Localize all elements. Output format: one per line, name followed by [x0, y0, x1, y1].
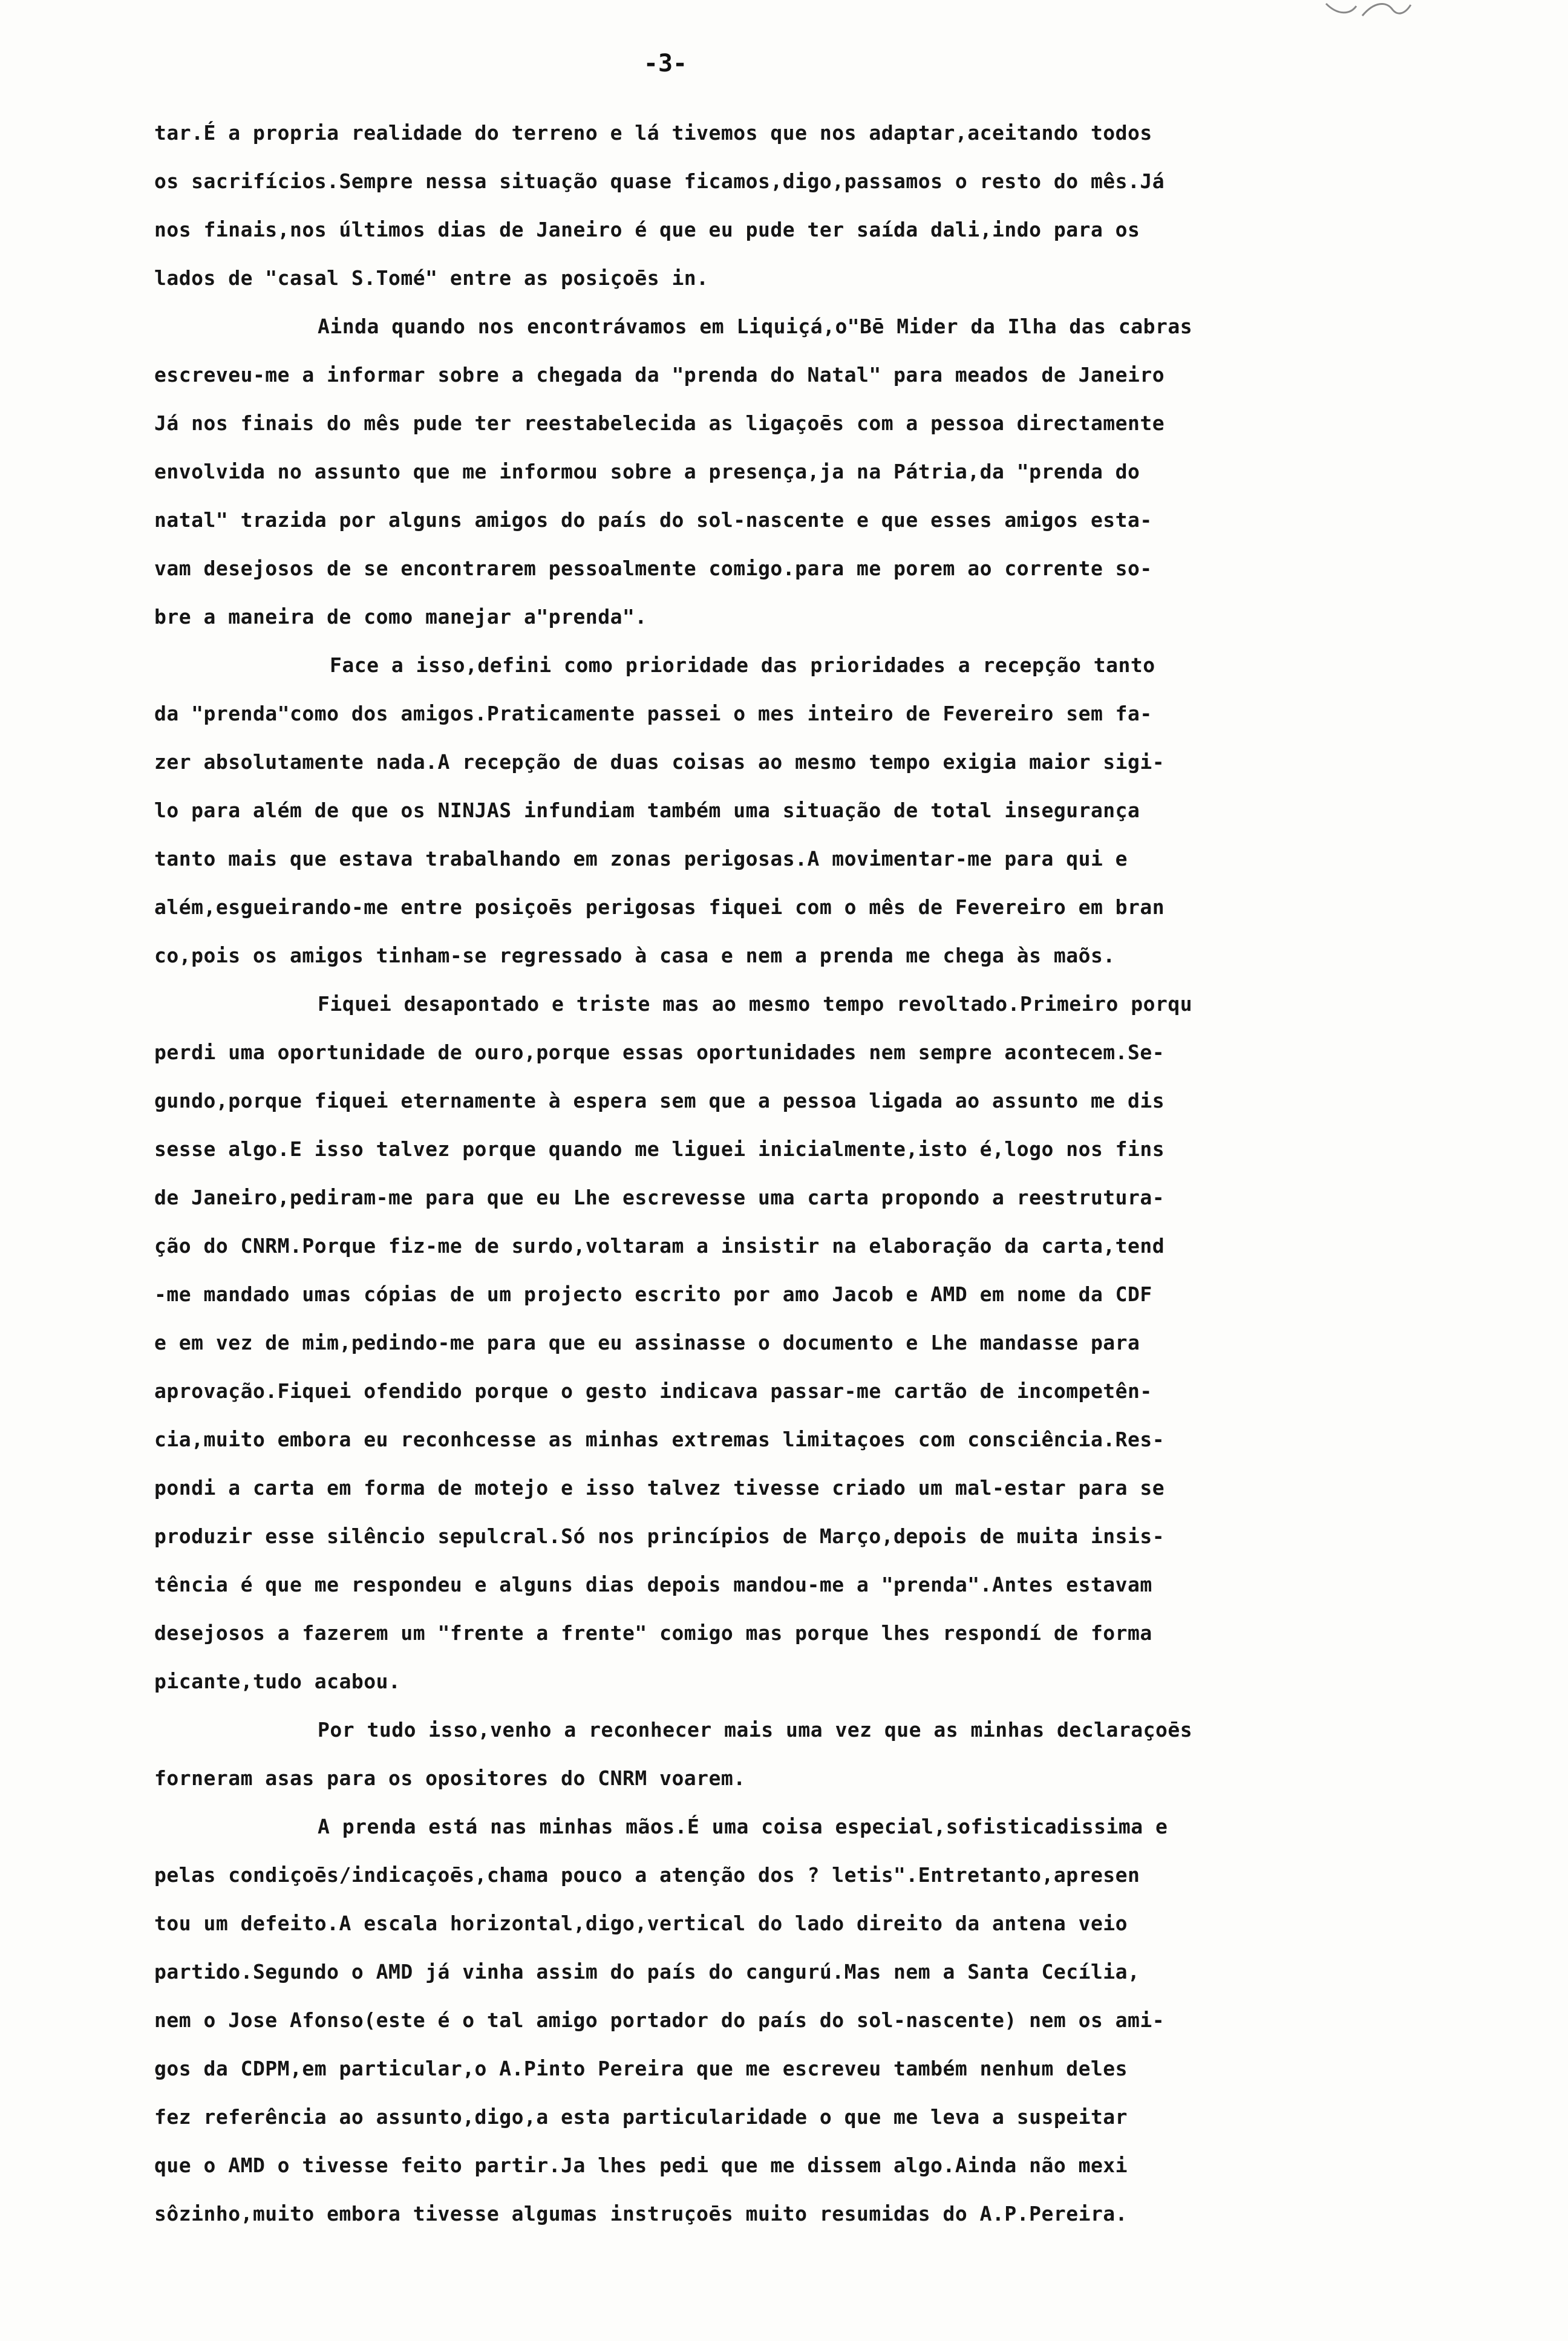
text-line: que o AMD o tivesse feito partir.Ja lhes pedi que me dissem algo.Ainda não mexi: [154, 2153, 1128, 2177]
text-line: tar.É a propria realidade do terreno e lá tivemos que nos adaptar,aceitando todos: [154, 121, 1152, 145]
text-line: envolvida no assunto que me informou sobre a presença,ja na Pátria,da "prenda do: [154, 460, 1140, 483]
text-line: zer absolutamente nada.A recepção de duas coisas ao mesmo tempo exigia maior sigi-: [154, 750, 1165, 774]
text-line: [154, 2238, 1455, 2287]
text-line: vam desejosos de se encontrarem pessoalmente comigo.para me porem ao corrente so-: [154, 557, 1152, 580]
text-line: gos da CDPM,em particular,o A.Pinto Pereira que me escreveu também nenhum deles: [154, 2057, 1128, 2080]
text-line: tanto mais que estava trabalhando em zonas perigosas.A movimentar-me para qui e: [154, 847, 1128, 870]
text-line: forneram asas para os opositores do CNRM voarem.: [154, 1766, 746, 1790]
body-text: [154, 109, 1455, 2287]
text-line: desejosos a fazerem um "frente a frente" comigo mas porque lhes respondí de forma: [154, 1621, 1152, 1645]
text-line: fez referência ao assunto,digo,a esta particularidade o que me leva a suspeitar: [154, 2105, 1128, 2129]
text-line: da "prenda"como dos amigos.Praticamente passei o mes inteiro de Fevereiro sem fa-: [154, 702, 1152, 725]
text-line: aprovação.Fiquei ofendido porque o gesto indicava passar-me cartão de incompetên-: [154, 1379, 1152, 1403]
text-line: tência é que me respondeu e alguns dias depois mandou-me a "prenda".Antes estavam: [154, 1573, 1152, 1596]
paragraph-first-line: Ainda quando nos encontrávamos em Liquiçá,o"Bē Mider da Ilha das cabras: [318, 315, 1193, 338]
text-line: lados de "casal S.Tomé" entre as posiçoēs in.: [154, 266, 709, 290]
text-line: cia,muito embora eu reconhcesse as minhas extremas limitaçoes com consciência.Res-: [154, 1428, 1165, 1451]
text-line: lo para além de que os NINJAS infundiam também uma situação de total insegurança: [154, 798, 1140, 822]
paragraph-first-line: Fiquei desapontado e triste mas ao mesmo tempo revoltado.Primeiro porqu: [318, 992, 1193, 1016]
text-line: sôzinho,muito embora tivesse algumas instruçoēs muito resumidas do A.P.Pereira.: [154, 2202, 1128, 2225]
text-line: ção do CNRM.Porque fiz-me de surdo,voltaram a insistir na elaboração da carta,tend: [154, 1234, 1165, 1258]
text-line: picante,tudo acabou.: [154, 1670, 401, 1693]
text-line: nem o Jose Afonso(este é o tal amigo portador do país do sol-nascente) nem os ami-: [154, 2008, 1165, 2032]
handwritten-mark: [1320, 0, 1417, 22]
text-line: bre a maneira de como manejar a"prenda".: [154, 605, 647, 629]
text-line: nos finais,nos últimos dias de Janeiro é que eu pude ter saída dali,indo para os: [154, 218, 1140, 241]
text-line: perdi uma oportunidade de ouro,porque essas oportunidades nem sempre acontecem.Se-: [154, 1040, 1165, 1064]
page-number: -3-: [643, 50, 688, 77]
text-line: natal" trazida por alguns amigos do país do sol-nascente e que esses amigos esta-: [154, 508, 1152, 532]
text-line: produzir esse silêncio sepulcral.Só nos princípios de Março,depois de muita insis-: [154, 1524, 1165, 1548]
text-line: tou um defeito.A escala horizontal,digo,vertical do lado direito da antena veio: [154, 1912, 1128, 1935]
text-line: e em vez de mim,pedindo-me para que eu assinasse o documento e Lhe mandasse para: [154, 1331, 1140, 1354]
text-line: os sacrifícios.Sempre nessa situação quase ficamos,digo,passamos o resto do mês.Já: [154, 169, 1165, 193]
text-line: co,pois os amigos tinham-se regressado à casa e nem a prenda me chega às maõs.: [154, 944, 1116, 967]
text-line: pelas condiçoēs/indicaçoēs,chama pouco a atenção dos ? letis".Entretanto,apresen: [154, 1863, 1140, 1887]
text-line: partido.Segundo o AMD já vinha assim do país do cangurú.Mas nem a Santa Cecília,: [154, 1960, 1140, 1983]
text-line: sesse algo.E isso talvez porque quando me liguei inicialmente,isto é,logo nos fins: [154, 1137, 1165, 1161]
text-line: -me mandado umas cópias de um projecto escrito por amo Jacob e AMD em nome da CDF: [154, 1282, 1152, 1306]
text-line: Já nos finais do mês pude ter reestabelecida as ligaçoēs com a pessoa directamente: [154, 411, 1165, 435]
paragraph-first-line: Por tudo isso,venho a reconhecer mais uma vez que as minhas declaraçoēs: [318, 1718, 1193, 1742]
text-line: além,esgueirando-me entre posiçoēs perigosas fiquei com o mês de Fevereiro em bran: [154, 895, 1165, 919]
text-line: gundo,porque fiquei eternamente à espera sem que a pessoa ligada ao assunto me dis: [154, 1089, 1165, 1112]
text-line: pondi a carta em forma de motejo e isso talvez tivesse criado um mal-estar para se: [154, 1476, 1165, 1500]
paragraph-first-line: Face a isso,defini como prioridade das prioridades a recepção tanto: [330, 653, 1155, 677]
text-line: de Janeiro,pediram-me para que eu Lhe escrevesse uma carta propondo a reestrutura-: [154, 1186, 1165, 1209]
text-line: escreveu-me a informar sobre a chegada da "prenda do Natal" para meados de Janeiro: [154, 363, 1165, 387]
paragraph-first-line: A prenda está nas minhas mãos.É uma coisa especial,sofisticadissima e: [318, 1815, 1168, 1838]
